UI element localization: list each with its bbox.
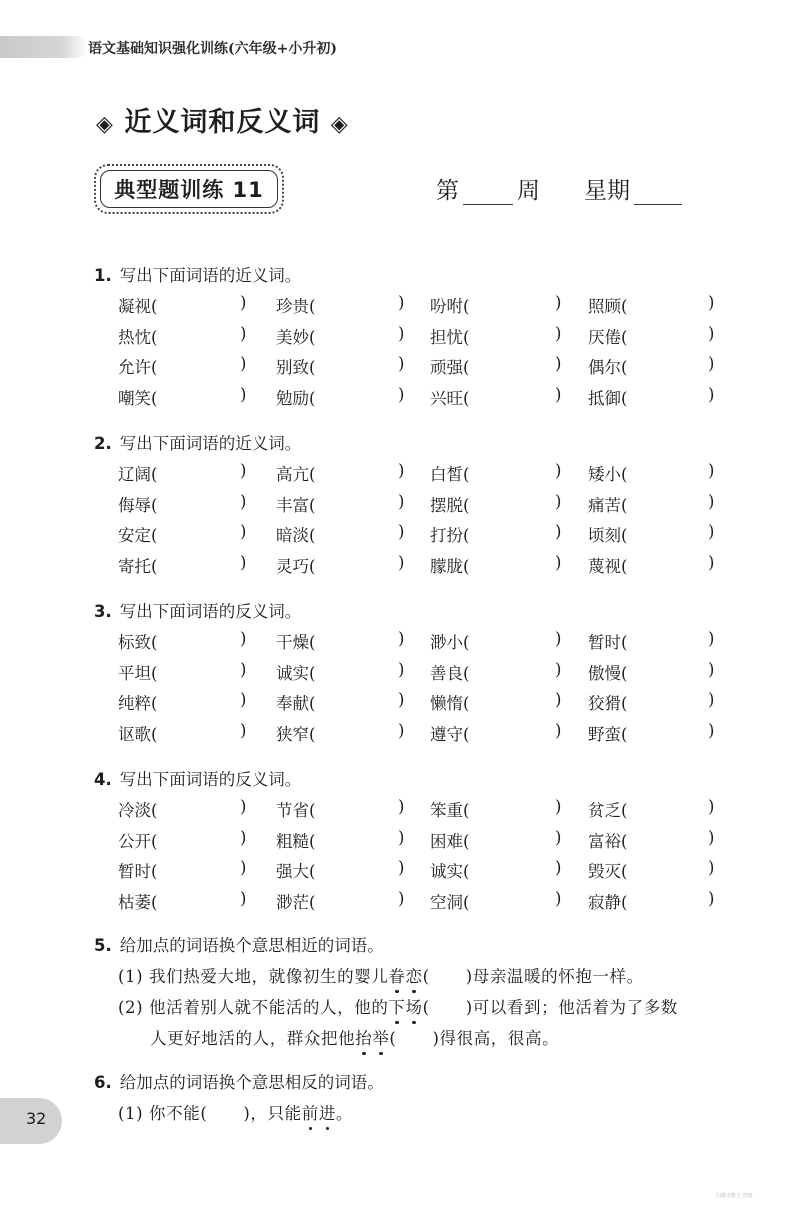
word-row bbox=[118, 828, 728, 859]
word-blank-item: 痛苦( ) bbox=[588, 491, 715, 515]
word-blank-item: 暂时( ) bbox=[118, 858, 247, 881]
word-label: 勉励 bbox=[276, 388, 309, 408]
word-label: 辽阔 bbox=[118, 465, 151, 484]
word-row bbox=[118, 721, 728, 752]
word-label: 厌倦 bbox=[588, 327, 621, 347]
word-row bbox=[118, 293, 728, 324]
word-blank-item: 懒惰( ) bbox=[430, 690, 562, 713]
word-grid bbox=[118, 629, 728, 751]
word-row bbox=[118, 690, 728, 721]
q5-sentence-3: 人更好地活的人，群众把他抬举( )得很高，很高。 bbox=[150, 1025, 559, 1049]
word-blank-item: 安定( ) bbox=[118, 522, 247, 545]
word-blank-item: 冷淡( ) bbox=[118, 797, 247, 820]
word-blank-item: 别致( ) bbox=[276, 354, 405, 377]
word-label: 懒惰 bbox=[430, 694, 463, 713]
word-row bbox=[118, 660, 728, 691]
weekday-label: 星期 bbox=[584, 178, 630, 204]
word-blank-item: 美妙( ) bbox=[276, 323, 405, 347]
word-label: 允许 bbox=[118, 358, 151, 377]
word-blank-item: 朦胧( ) bbox=[430, 552, 562, 576]
word-label: 顽强 bbox=[430, 358, 463, 377]
word-label: 干燥 bbox=[276, 633, 309, 652]
question-4: 4. 写出下面词语的反义词。 bbox=[94, 770, 302, 789]
word-row bbox=[118, 461, 728, 492]
word-label: 热忱 bbox=[118, 327, 151, 347]
word-blank-item: 暗淡( ) bbox=[276, 522, 405, 545]
word-blank-item: 笨重( ) bbox=[430, 797, 562, 820]
word-row bbox=[118, 385, 728, 416]
word-blank-item: 兴旺( ) bbox=[430, 384, 562, 408]
word-grid bbox=[118, 797, 728, 919]
question-1: 1. 写出下面词语的近义词。 bbox=[94, 266, 302, 285]
word-label: 兴旺 bbox=[430, 388, 463, 408]
word-label: 担忧 bbox=[430, 327, 463, 347]
word-label: 暂时 bbox=[588, 633, 621, 652]
word-label: 灵巧 bbox=[276, 556, 309, 576]
word-label: 安定 bbox=[118, 526, 151, 545]
word-blank-item: 辽阔( ) bbox=[118, 461, 247, 484]
word-blank-item: 富裕( ) bbox=[588, 827, 715, 851]
word-label: 朦胧 bbox=[430, 556, 463, 576]
word-row bbox=[118, 324, 728, 355]
q6-sentence-1: (1) 你不能( )，只能前进。 bbox=[118, 1100, 353, 1124]
word-blank-item: 诚实( ) bbox=[430, 858, 562, 881]
word-label: 平坦 bbox=[118, 663, 151, 683]
word-blank-item: 灵巧( ) bbox=[276, 552, 405, 576]
word-blank-item: 毁灭( ) bbox=[588, 858, 715, 881]
word-label: 摆脱 bbox=[430, 495, 463, 515]
word-blank-item: 打扮( ) bbox=[430, 522, 562, 545]
word-blank-item: 凝视( ) bbox=[118, 293, 247, 316]
word-blank-item: 暂时( ) bbox=[588, 629, 715, 652]
word-blank-item: 节省( ) bbox=[276, 797, 405, 820]
word-label: 诚实 bbox=[430, 862, 463, 881]
word-label: 冷淡 bbox=[118, 801, 151, 820]
word-blank-item: 照顾( ) bbox=[588, 293, 715, 316]
word-label: 嘲笑 bbox=[118, 388, 151, 408]
word-label: 别致 bbox=[276, 358, 309, 377]
word-blank-item: 偶尔( ) bbox=[588, 354, 715, 377]
word-blank-item: 热忱( ) bbox=[118, 323, 247, 347]
word-label: 白皙 bbox=[430, 465, 463, 484]
word-label: 傲慢 bbox=[588, 663, 621, 683]
word-label: 贫乏 bbox=[588, 801, 621, 820]
word-label: 丰富 bbox=[276, 495, 309, 515]
word-blank-item: 遵守( ) bbox=[430, 720, 562, 744]
word-blank-item: 标致( ) bbox=[118, 629, 247, 652]
week-blank bbox=[463, 182, 513, 205]
word-label: 狡猾 bbox=[588, 694, 621, 713]
word-label: 凝视 bbox=[118, 297, 151, 316]
word-label: 公开 bbox=[118, 831, 151, 851]
word-blank-item: 吩咐( ) bbox=[430, 293, 562, 316]
word-row bbox=[118, 889, 728, 920]
word-blank-item: 白皙( ) bbox=[430, 461, 562, 484]
weekday-blank bbox=[634, 182, 682, 205]
word-label: 笨重 bbox=[430, 801, 463, 820]
word-blank-item: 顷刻( ) bbox=[588, 522, 715, 545]
word-blank-item: 野蛮( ) bbox=[588, 720, 715, 744]
word-blank-item: 勉励( ) bbox=[276, 384, 405, 408]
word-row bbox=[118, 797, 728, 828]
word-label: 珍贵 bbox=[276, 297, 309, 316]
word-label: 寂静 bbox=[588, 892, 621, 912]
section-title-text: 近义词和反义词 bbox=[124, 107, 321, 138]
word-row bbox=[118, 354, 728, 385]
word-label: 美妙 bbox=[276, 327, 309, 347]
word-label: 吩咐 bbox=[430, 297, 463, 316]
word-label: 渺小 bbox=[430, 633, 463, 652]
word-blank-item: 丰富( ) bbox=[276, 491, 405, 515]
word-blank-item: 狭窄( ) bbox=[276, 720, 405, 744]
page-number: 32 bbox=[26, 1109, 47, 1128]
word-label: 标致 bbox=[118, 633, 151, 652]
q5-sentence-2: (2) 他活着别人就不能活的人，他的下场( )可以看到；他活着为了多数 bbox=[118, 994, 678, 1018]
word-blank-item: 渺小( ) bbox=[430, 629, 562, 652]
word-blank-item: 渺茫( ) bbox=[276, 888, 405, 912]
word-blank-item: 平坦( ) bbox=[118, 659, 247, 683]
word-blank-item: 枯萎( ) bbox=[118, 888, 247, 912]
question-3: 3. 写出下面词语的反义词。 bbox=[94, 602, 302, 621]
word-label: 照顾 bbox=[588, 297, 621, 316]
book-title: 语文基础知识强化训练(六年级+小升初) bbox=[88, 41, 337, 57]
diamond-icon: ◈ bbox=[96, 112, 114, 137]
word-label: 强大 bbox=[276, 862, 309, 881]
word-label: 蔑视 bbox=[588, 556, 621, 576]
word-row bbox=[118, 492, 728, 523]
diamond-icon: ◈ bbox=[330, 112, 349, 137]
q5-sentence-1: (1) 我们热爱大地，就像初生的婴儿眷恋( )母亲温暖的怀抱一样。 bbox=[118, 963, 644, 987]
word-blank-item: 寄托( ) bbox=[118, 552, 247, 576]
word-blank-item: 奉献( ) bbox=[276, 690, 405, 713]
week-day-field bbox=[436, 172, 682, 205]
word-label: 枯萎 bbox=[118, 892, 151, 912]
word-label: 寄托 bbox=[118, 556, 151, 576]
word-blank-item: 嘲笑( ) bbox=[118, 384, 247, 408]
word-label: 富裕 bbox=[588, 831, 621, 851]
word-blank-item: 摆脱( ) bbox=[430, 491, 562, 515]
word-blank-item: 贫乏( ) bbox=[588, 797, 715, 820]
word-label: 空洞 bbox=[430, 892, 463, 912]
exercise-badge bbox=[94, 164, 284, 214]
question-2: 2. 写出下面词语的近义词。 bbox=[94, 434, 302, 453]
word-label: 顷刻 bbox=[588, 526, 621, 545]
word-blank-item: 诚实( ) bbox=[276, 659, 405, 683]
word-row bbox=[118, 553, 728, 584]
word-blank-item: 高亢( ) bbox=[276, 461, 405, 484]
header-bar bbox=[0, 36, 88, 58]
word-blank-item: 傲慢( ) bbox=[588, 659, 715, 683]
word-row bbox=[118, 629, 728, 660]
word-blank-item: 寂静( ) bbox=[588, 888, 715, 912]
word-label: 暂时 bbox=[118, 862, 151, 881]
exercise-badge-label: 典型题训练 11 bbox=[100, 170, 278, 208]
word-label: 渺茫 bbox=[276, 892, 309, 912]
word-grid bbox=[118, 461, 728, 583]
word-label: 讴歌 bbox=[118, 724, 151, 744]
word-blank-item: 狡猾( ) bbox=[588, 690, 715, 713]
watermark: 扫描全能王 创建 bbox=[716, 1193, 753, 1199]
word-blank-item: 善良( ) bbox=[430, 659, 562, 683]
word-label: 节省 bbox=[276, 801, 309, 820]
section-title bbox=[96, 100, 349, 139]
question-5: 5. 给加点的词语换个意思相近的词语。 bbox=[94, 936, 384, 955]
word-label: 暗淡 bbox=[276, 526, 309, 545]
word-label: 狭窄 bbox=[276, 724, 309, 744]
word-blank-item: 讴歌( ) bbox=[118, 720, 247, 744]
word-blank-item: 困难( ) bbox=[430, 827, 562, 851]
word-row bbox=[118, 522, 728, 553]
word-grid bbox=[118, 293, 728, 415]
word-blank-item: 粗糙( ) bbox=[276, 827, 405, 851]
word-blank-item: 珍贵( ) bbox=[276, 293, 405, 316]
word-blank-item: 抵御( ) bbox=[588, 384, 715, 408]
word-label: 偶尔 bbox=[588, 358, 621, 377]
word-blank-item: 强大( ) bbox=[276, 858, 405, 881]
word-blank-item: 允许( ) bbox=[118, 354, 247, 377]
word-blank-item: 干燥( ) bbox=[276, 629, 405, 652]
word-label: 痛苦 bbox=[588, 495, 621, 515]
word-blank-item: 公开( ) bbox=[118, 827, 247, 851]
word-label: 奉献 bbox=[276, 694, 309, 713]
word-blank-item: 担忧( ) bbox=[430, 323, 562, 347]
question-6: 6. 给加点的词语换个意思相反的词语。 bbox=[94, 1073, 384, 1092]
word-label: 打扮 bbox=[430, 526, 463, 545]
word-row bbox=[118, 858, 728, 889]
word-blank-item: 侮辱( ) bbox=[118, 491, 247, 515]
word-label: 纯粹 bbox=[118, 694, 151, 713]
week-suffix: 周 bbox=[517, 178, 540, 204]
word-blank-item: 纯粹( ) bbox=[118, 690, 247, 713]
word-label: 遵守 bbox=[430, 724, 463, 744]
word-label: 困难 bbox=[430, 831, 463, 851]
word-blank-item: 蔑视( ) bbox=[588, 552, 715, 576]
word-label: 矮小 bbox=[588, 465, 621, 484]
word-label: 粗糙 bbox=[276, 831, 309, 851]
word-label: 诚实 bbox=[276, 663, 309, 683]
word-label: 野蛮 bbox=[588, 724, 621, 744]
word-label: 侮辱 bbox=[118, 495, 151, 515]
word-blank-item: 顽强( ) bbox=[430, 354, 562, 377]
word-label: 毁灭 bbox=[588, 862, 621, 881]
word-blank-item: 厌倦( ) bbox=[588, 323, 715, 347]
word-blank-item: 矮小( ) bbox=[588, 461, 715, 484]
word-label: 抵御 bbox=[588, 388, 621, 408]
word-label: 善良 bbox=[430, 663, 463, 683]
word-blank-item: 空洞( ) bbox=[430, 888, 562, 912]
week-prefix: 第 bbox=[436, 178, 459, 204]
word-label: 高亢 bbox=[276, 465, 309, 484]
